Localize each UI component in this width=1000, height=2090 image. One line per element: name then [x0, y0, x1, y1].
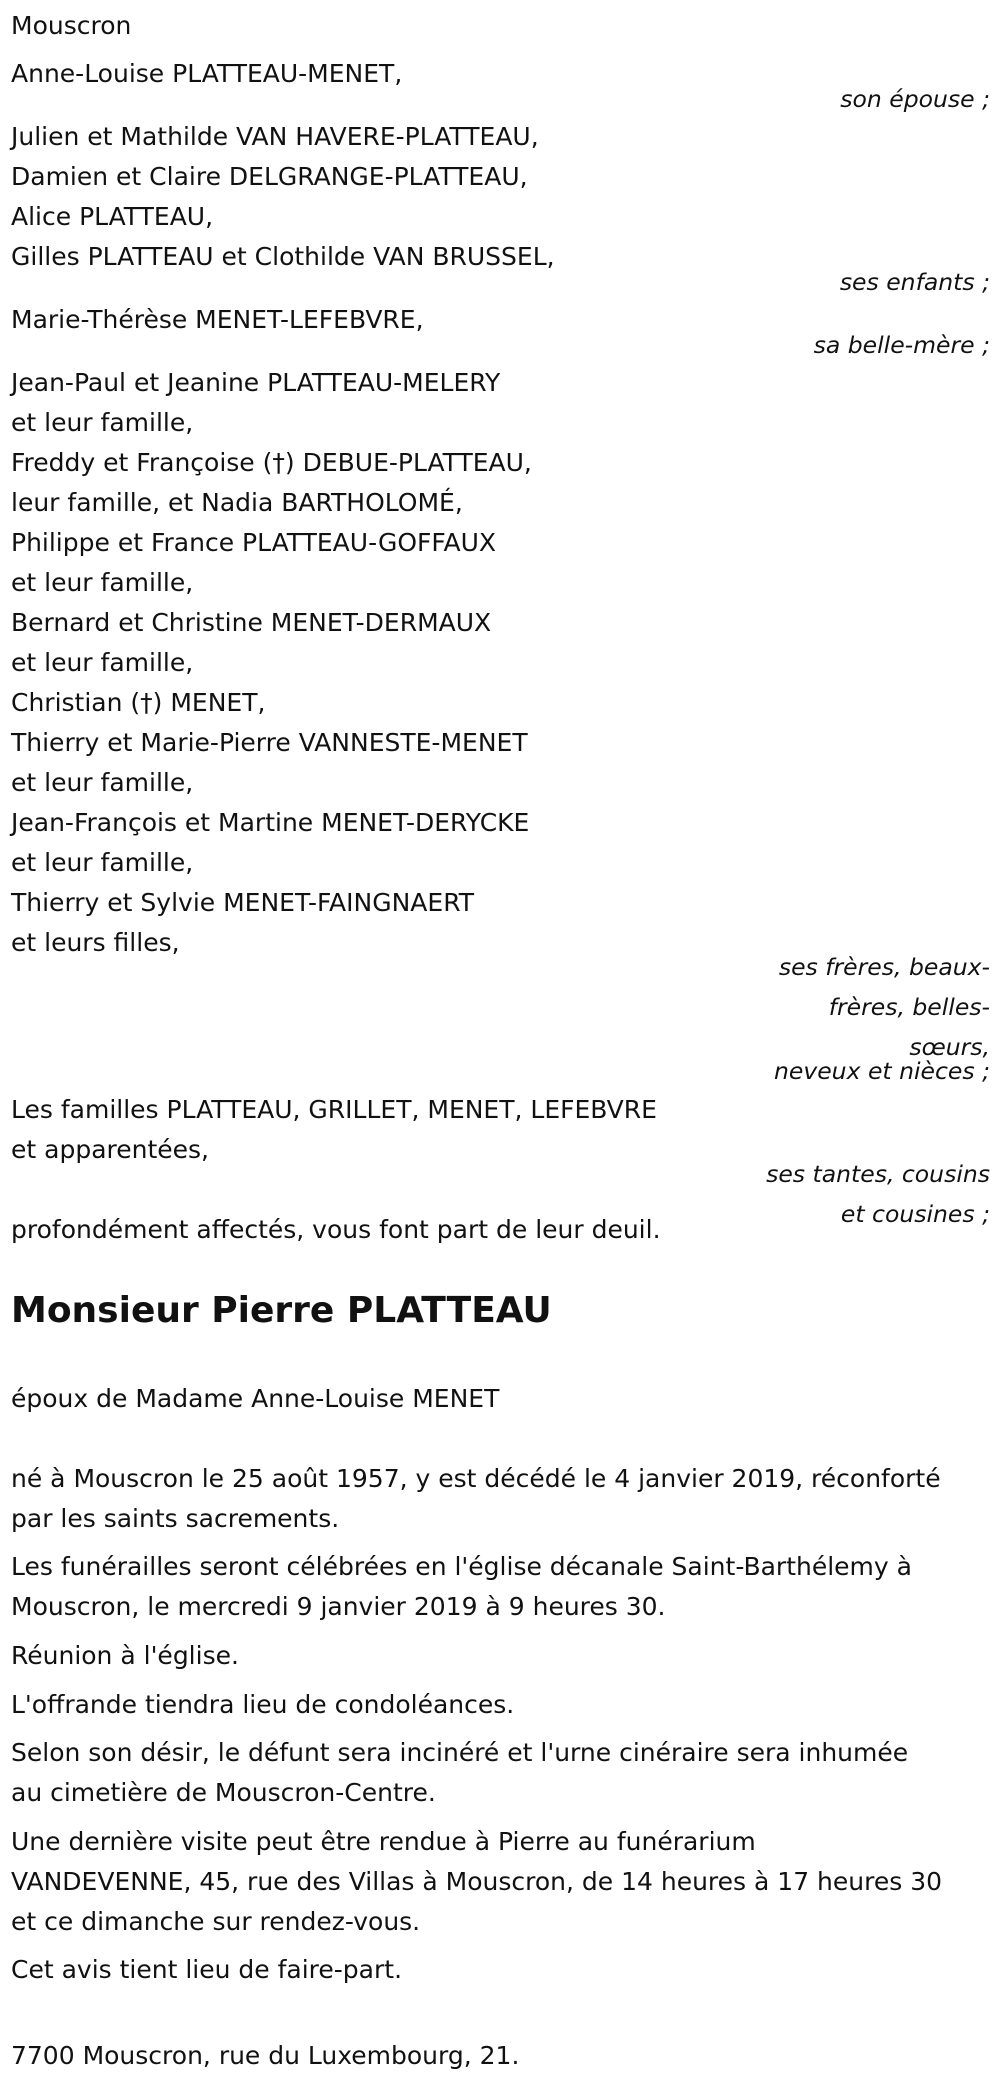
- relation-label: sa belle-mère ;: [813, 331, 990, 359]
- family-line: et apparentées,: [11, 1135, 209, 1164]
- address-line: 7700 Mouscron, rue du Luxembourg, 21.: [11, 2041, 520, 2070]
- family-line: et leur famille,: [11, 648, 194, 677]
- family-line: et leur famille,: [11, 568, 194, 597]
- location-heading: Mouscron: [11, 11, 132, 40]
- family-line: Philippe et France PLATTEAU-GOFFAUX: [11, 528, 497, 557]
- family-line: et leur famille,: [11, 848, 194, 877]
- text-line: VANDEVENNE, 45, rue des Villas à Mouscron, de 14 heures à 17 heures 30: [11, 1867, 943, 1896]
- text-line: Une dernière visite peut être rendue à Pierre au funérarium: [11, 1827, 756, 1856]
- relation-label: frères, belles-: [828, 993, 990, 1021]
- family-line: et leurs filles,: [11, 928, 180, 957]
- family-line: Damien et Claire DELGRANGE-PLATTEAU,: [11, 162, 528, 191]
- family-line: Marie-Thérèse MENET-LEFEBVRE,: [11, 305, 424, 334]
- relation-label: ses tantes, cousins: [766, 1160, 990, 1188]
- family-line: Thierry et Marie-Pierre VANNESTE-MENET: [11, 728, 528, 757]
- family-line: leur famille, et Nadia BARTHOLOMÉ,: [11, 488, 463, 517]
- family-line: Jean-François et Martine MENET-DERYCKE: [11, 808, 530, 837]
- family-closing: profondément affectés, vous font part de leur deuil.: [11, 1215, 661, 1244]
- family-line: Gilles PLATTEAU et Clothilde VAN BRUSSEL,: [11, 242, 555, 271]
- relation-label: son épouse ;: [840, 85, 990, 113]
- text-line: né à Mouscron le 25 août 1957, y est décédé le 4 janvier 2019, réconforté: [11, 1464, 941, 1493]
- text-line: Mouscron, le mercredi 9 janvier 2019 à 9 heures 30.: [11, 1592, 666, 1621]
- family-line: Jean-Paul et Jeanine PLATTEAU-MELERY: [11, 368, 501, 397]
- relation-label: et cousines ;: [840, 1200, 990, 1228]
- family-line: Alice PLATTEAU,: [11, 202, 214, 231]
- deceased-spouse: époux de Madame Anne-Louise MENET: [11, 1384, 500, 1413]
- family-line: Bernard et Christine MENET-DERMAUX: [11, 608, 492, 637]
- family-line: Thierry et Sylvie MENET-FAINGNAERT: [11, 888, 475, 917]
- text-line: Réunion à l'église.: [11, 1641, 239, 1670]
- text-line: et ce dimanche sur rendez-vous.: [11, 1907, 421, 1936]
- text-line: par les saints sacrements.: [11, 1504, 340, 1533]
- text-line: Cet avis tient lieu de faire-part.: [11, 1955, 403, 1984]
- family-line: et leur famille,: [11, 408, 194, 437]
- family-line: Freddy et Françoise (†) DEBUE-PLATTEAU,: [11, 448, 532, 477]
- deceased-name: Monsieur Pierre PLATTEAU: [11, 1290, 552, 1331]
- text-line: Selon son désir, le défunt sera incinéré et l'urne cinéraire sera inhumée: [11, 1738, 909, 1767]
- text-line: au cimetière de Mouscron-Centre.: [11, 1778, 436, 1807]
- text-line: L'offrande tiendra lieu de condoléances.: [11, 1690, 515, 1719]
- relation-label: sœurs,: [909, 1033, 990, 1061]
- relation-label: ses enfants ;: [839, 268, 990, 296]
- relation-label: ses frères, beaux-: [778, 953, 990, 981]
- family-line: Anne-Louise PLATTEAU-MENET,: [11, 59, 403, 88]
- relation-label: neveux et nièces ;: [773, 1057, 990, 1085]
- family-line: Les familles PLATTEAU, GRILLET, MENET, LEFEBVRE: [11, 1095, 657, 1124]
- family-line: et leur famille,: [11, 768, 194, 797]
- family-line: Julien et Mathilde VAN HAVERE-PLATTEAU,: [11, 122, 539, 151]
- text-line: Les funérailles seront célébrées en l'église décanale Saint-Barthélemy à: [11, 1552, 912, 1581]
- family-line: Christian (†) MENET,: [11, 688, 266, 717]
